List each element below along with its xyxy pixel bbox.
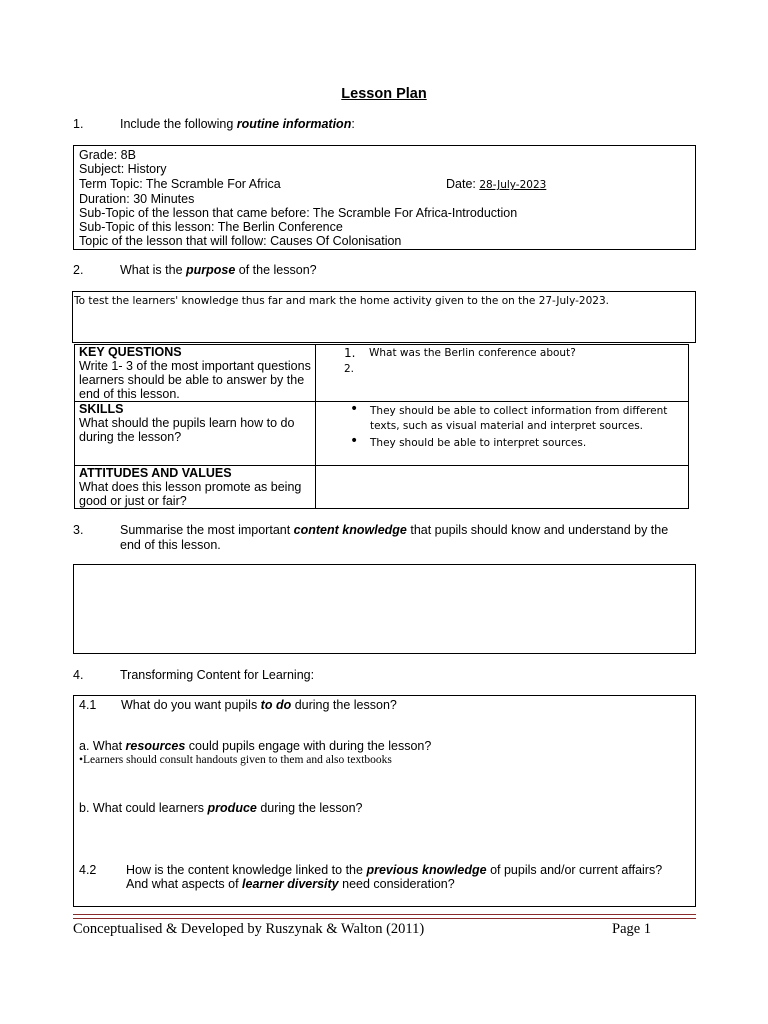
section-3-number: 3. [73, 523, 84, 537]
attitudes-answer [316, 466, 689, 509]
question-a-answer: •Learners should consult handouts given to them and also textbooks [79, 754, 392, 766]
question-4-2-text: How is the content knowledge linked to the [126, 863, 367, 877]
question-b-text-end: during the lesson? [256, 801, 363, 815]
section-3-heading [120, 523, 668, 537]
section-2-number: 2. [73, 263, 84, 277]
attitudes-cell [75, 466, 316, 509]
key-questions-table [74, 344, 689, 509]
question-b [79, 801, 363, 815]
question-4-1-number: 4.1 [79, 698, 97, 712]
section-4-heading: Transforming Content for Learning: [120, 668, 315, 682]
question-4-1-emphasis: to do [260, 698, 292, 712]
skills-item-1: • They should be able to collect information from different texts, such as visual material and interpret sources. [344, 404, 684, 434]
page-title: Lesson Plan [341, 86, 427, 102]
attitudes-description: What does this lesson promote as being good or just or fair? [79, 480, 302, 508]
section-2-text: What is the [120, 263, 186, 277]
skills-list [320, 404, 684, 451]
section-3-heading-line2: end of this lesson. [120, 538, 221, 552]
section-3-emphasis: content knowledge [293, 523, 407, 537]
question-a-emphasis: resources [125, 739, 186, 753]
current-subtopic-field: Sub-Topic of this lesson: The Berlin Conference [79, 220, 343, 234]
routine-info-box [73, 145, 696, 250]
section-1-heading [120, 117, 355, 131]
grade-field: Grade: 8B [79, 148, 136, 162]
question-4-1 [121, 698, 397, 712]
section-1-text-end: : [351, 117, 355, 131]
question-a-text: a. What [79, 739, 126, 753]
question-b-text: b. What could learners [79, 801, 208, 815]
key-questions-cell [75, 345, 316, 402]
attitudes-heading: ATTITUDES AND VALUES [79, 466, 232, 480]
question-4-2-line2-text: And what aspects of [126, 877, 243, 891]
purpose-box [72, 291, 696, 343]
key-question-item-2 [344, 362, 684, 377]
date-value: 28-July-2023 [479, 179, 547, 191]
question-4-2-number: 4.2 [79, 863, 97, 877]
question-b-emphasis: produce [207, 801, 257, 815]
section-2-heading [120, 263, 317, 277]
attitudes-row [75, 466, 689, 509]
purpose-answer: To test the learners' knowledge thus far and mark the home activity given to the on the 27-July-2023. [74, 295, 609, 307]
skills-heading: SKILLS [79, 402, 124, 416]
subject-field: Subject: History [79, 162, 167, 176]
date-field [446, 177, 546, 192]
question-4-2-text-end: of pupils and/or current affairs? [486, 863, 663, 877]
skills-description: What should the pupils learn how to do during the lesson? [79, 416, 295, 444]
term-topic-field: Term Topic: The Scramble For Africa [79, 177, 281, 191]
question-a-text-end: could pupils engage with during the lesson? [185, 739, 432, 753]
skills-answers [316, 402, 689, 466]
key-question-number-1: 1. [344, 346, 356, 360]
section-1-text: Include the following [120, 117, 237, 131]
footer-credit: Conceptualised & Developed by Ruszynak & Walton (2011) [73, 921, 425, 937]
page-number: Page 1 [612, 921, 652, 937]
section-3-text-end: that pupils should know and understand by the [406, 523, 669, 537]
skills-cell [75, 402, 316, 466]
skills-row [75, 402, 689, 466]
question-4-2-line2 [126, 877, 455, 891]
key-questions-description: Write 1- 3 of the most important questions learners should be able to answer by the end of this lesson. [79, 359, 311, 401]
question-4-2 [126, 863, 662, 877]
key-questions-heading: KEY QUESTIONS [79, 345, 182, 359]
date-label: Date: [446, 177, 480, 191]
duration-field: Duration: 30 Minutes [79, 192, 195, 206]
key-question-item-1 [344, 346, 684, 361]
key-questions-answers [316, 345, 689, 402]
previous-subtopic-field: Sub-Topic of the lesson that came before: The Scramble For Africa-Introduction [79, 206, 518, 220]
section-1-emphasis: routine information [236, 117, 352, 131]
footer-rule [73, 914, 696, 919]
transforming-content-box [73, 695, 696, 907]
section-3-text: Summarise the most important [120, 523, 294, 537]
skills-item-2: • They should be able to interpret sources. [344, 436, 684, 451]
section-1-number: 1. [73, 117, 84, 131]
question-4-2-line2-text-end: need consideration? [338, 877, 455, 891]
question-4-2-emphasis: previous knowledge [366, 863, 487, 877]
key-question-number-2: 2. [344, 363, 355, 375]
question-a [79, 739, 431, 753]
question-4-1-text: What do you want pupils [121, 698, 261, 712]
section-4-number: 4. [73, 668, 84, 682]
next-topic-field: Topic of the lesson that will follow: Causes Of Colonisation [79, 234, 402, 248]
section-2-text-end: of the lesson? [235, 263, 317, 277]
content-knowledge-box [73, 564, 696, 654]
section-2-emphasis: purpose [186, 263, 236, 277]
key-question-text-1: What was the Berlin conference about? [369, 347, 576, 359]
question-4-1-text-end: during the lesson? [291, 698, 397, 712]
question-4-2-line2-emphasis: learner diversity [242, 877, 339, 891]
key-questions-row [75, 345, 689, 402]
